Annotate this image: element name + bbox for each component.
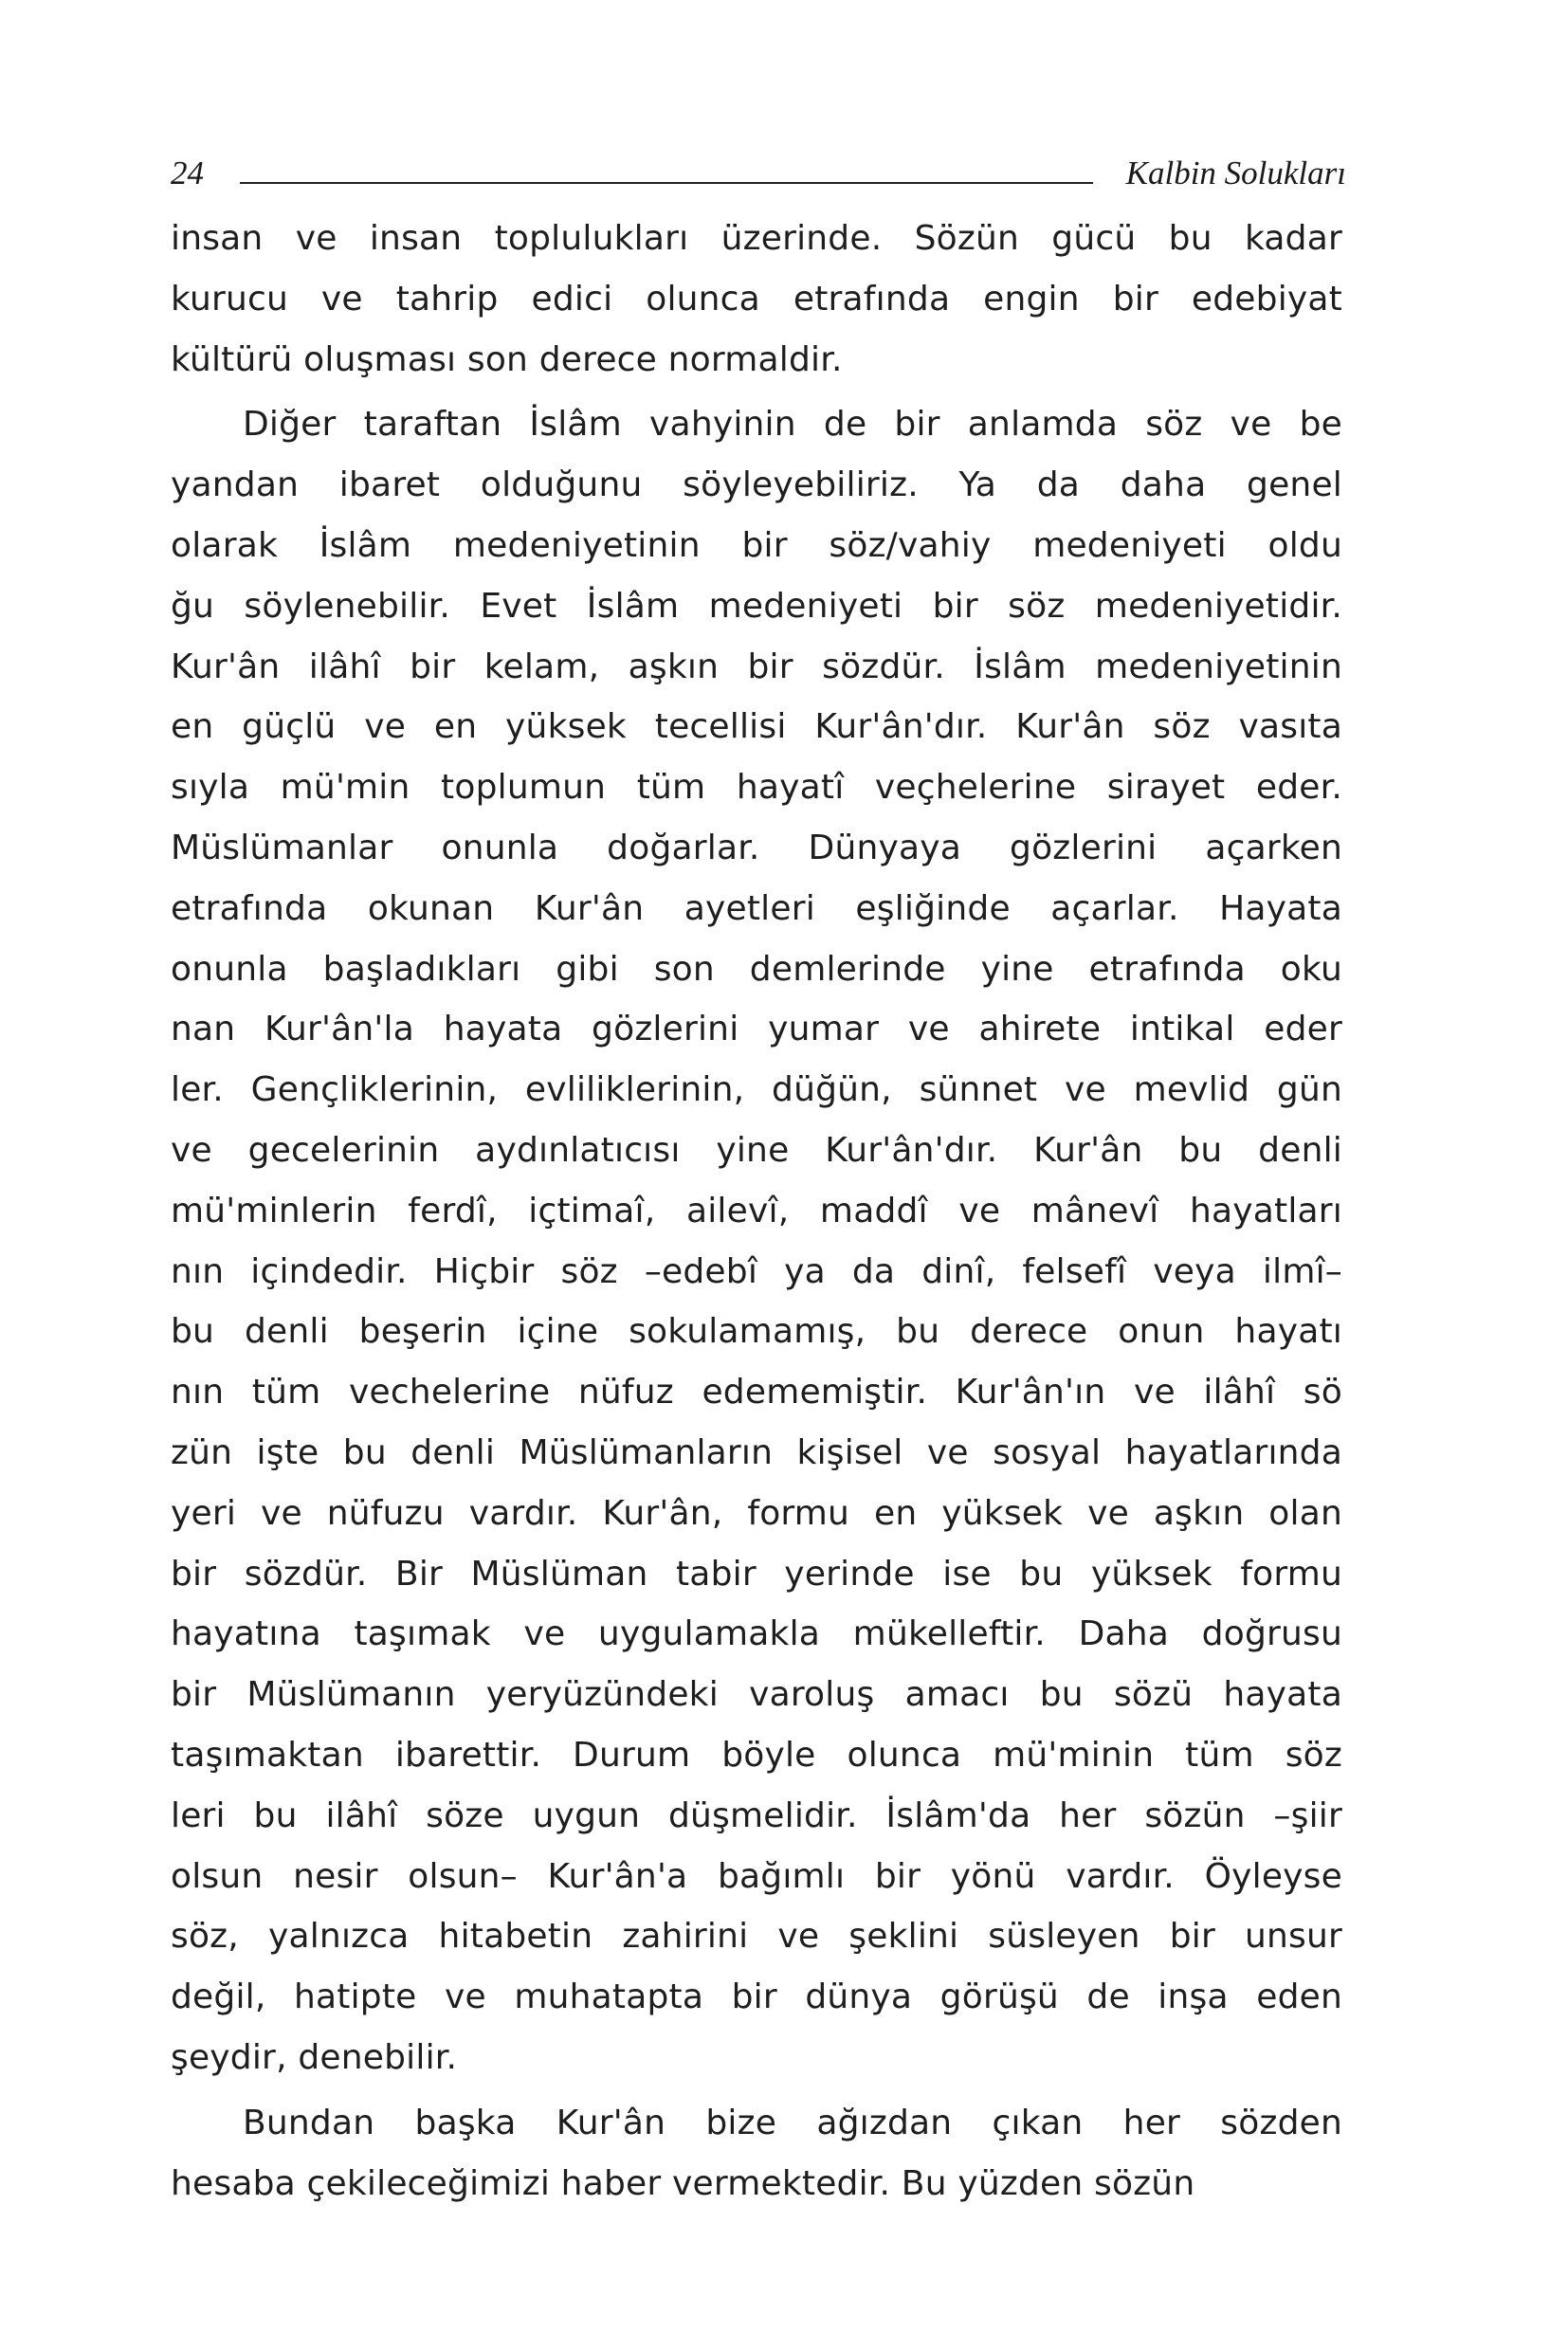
text-line: ğu söylenebilir. Evet İslâm medeniyeti bir söz medeniyetidir. xyxy=(171,586,1342,626)
text-line: olarak İslâm medeniyetinin bir söz/vahiy medeniyeti oldu xyxy=(171,525,1342,565)
text-line: ve gecelerinin aydınlatıcısı yine Kur'ân'dır. Kur'ân bu denli xyxy=(171,1130,1342,1170)
text-line: insan ve insan toplulukları üzerinde. Sözün gücü bu kadar xyxy=(171,219,1342,258)
text-line: Diğer taraftan İslâm vahyinin de bir anlamda söz ve be xyxy=(243,405,1342,445)
text-line: Bundan başka Kur'ân bize ağızdan çıkan her sözden xyxy=(243,2103,1342,2142)
text-line: kültürü oluşması son derece normaldir. xyxy=(171,339,843,379)
text-line: Müslümanlar onunla doğarlar. Dünyaya gözlerini açarken xyxy=(171,828,1342,867)
paragraph xyxy=(171,2093,1342,2214)
text-line: hesaba çekileceğimizi haber vermektedir. Bu yüzden sözün xyxy=(171,2163,1195,2203)
text-line: şeydir, denebilir. xyxy=(171,2037,458,2077)
text-line: bu denli beşerin içine sokulamamış, bu derece onun hayatı xyxy=(171,1312,1342,1352)
text-line: sıyla mü'min toplumun tüm hayatî veçhelerine sirayet eder. xyxy=(171,768,1342,808)
text-line: ler. Gençliklerinin, evliliklerinin, düğün, sünnet ve mevlid gün xyxy=(171,1070,1342,1110)
text-line: yandan ibaret olduğunu söyleyebiliriz. Ya da daha genel xyxy=(171,465,1342,505)
text-line: bir Müslümanın yeryüzündeki varoluş amacı bu sözü hayata xyxy=(171,1675,1342,1715)
page-header xyxy=(171,152,1346,195)
text-line: kurucu ve tahrip edici olunca etrafında engin bir edebiyat xyxy=(171,279,1342,319)
text-line: yeri ve nüfuzu vardır. Kur'ân, formu en yüksek ve aşkın olan xyxy=(171,1493,1342,1533)
header-rule xyxy=(240,182,1093,184)
running-title: Kalbin Solukları xyxy=(1125,155,1346,191)
text-line: nan Kur'ân'la hayata gözlerini yumar ve ahirete intikal eder xyxy=(171,1010,1342,1049)
text-line: bir sözdür. Bir Müslüman tabir yerinde ise bu yüksek formu xyxy=(171,1554,1342,1594)
body-text xyxy=(171,209,1342,2214)
paragraph xyxy=(171,209,1342,390)
text-line: Kur'ân ilâhî bir kelam, aşkın bir sözdür. İslâm medeniyetinin xyxy=(171,647,1342,686)
text-line: mü'minlerin ferdî, içtimaî, ailevî, maddî ve mânevî hayatları xyxy=(171,1191,1342,1230)
text-line: değil, hatipte ve muhatapta bir dünya görüşü de inşa eden xyxy=(171,1977,1342,2017)
text-line: nın tüm vechelerine nüfuz edememiştir. Kur'ân'ın ve ilâhî sö xyxy=(171,1373,1342,1412)
page-number: 24 xyxy=(171,155,204,191)
text-line: taşımaktan ibarettir. Durum böyle olunca mü'minin tüm söz xyxy=(171,1735,1342,1775)
text-line: söz, yalnızca hitabetin zahirini ve şeklini süsleyen bir unsur xyxy=(171,1917,1342,1957)
paragraph xyxy=(171,394,1342,2087)
text-line: olsun nesir olsun– Kur'ân'a bağımlı bir yönü vardır. Öyleyse xyxy=(171,1856,1342,1896)
text-line: en güçlü ve en yüksek tecellisi Kur'ân'dır. Kur'ân söz vasıta xyxy=(171,707,1342,747)
text-line: onunla başladıkları gibi son demlerinde yine etrafında oku xyxy=(171,949,1342,989)
text-line: hayatına taşımak ve uygulamakla mükelleftir. Daha doğrusu xyxy=(171,1614,1342,1654)
text-line: etrafında okunan Kur'ân ayetleri eşliğinde açarlar. Hayata xyxy=(171,888,1342,928)
text-line: nın içindedir. Hiçbir söz –edebî ya da dinî, felsefî veya ilmî– xyxy=(171,1251,1342,1291)
text-line: zün işte bu denli Müslümanların kişisel ve sosyal hayatlarında xyxy=(171,1432,1342,1472)
text-line: leri bu ilâhî söze uygun düşmelidir. İslâm'da her sözün –şiir xyxy=(171,1795,1342,1835)
